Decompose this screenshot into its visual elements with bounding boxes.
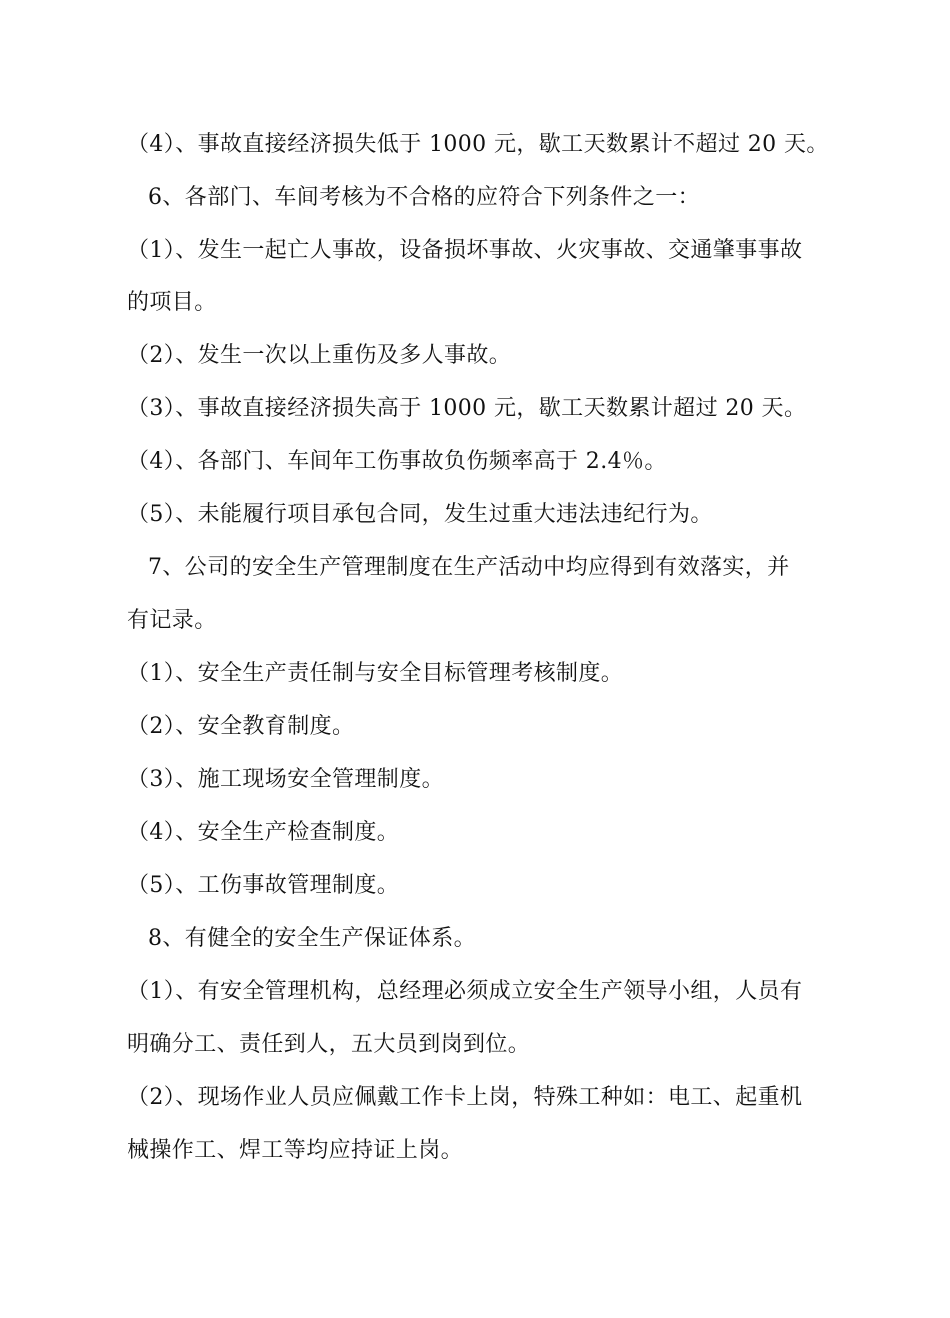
text-line: （1）、有安全管理机构，总经理必须成立安全生产领导小组，人员有: [127, 979, 803, 1004]
text-line: （3）、事故直接经济损失高于 1000 元，歇工天数累计超过 20 天。: [127, 396, 807, 421]
text-line: 有记录。: [127, 608, 217, 633]
section-heading: 6、各部门、车间考核为不合格的应符合下列条件之一：: [148, 185, 700, 210]
text-line: （2）、安全教育制度。: [127, 714, 355, 739]
section-heading: 8、有健全的安全生产保证体系。: [148, 926, 476, 951]
text-line: （4）、事故直接经济损失低于 1000 元，歇工天数累计不超过 20 天。: [127, 132, 829, 157]
text-line: （1）、发生一起亡人事故，设备损坏事故、火灾事故、交通肇事事故: [127, 238, 803, 263]
text-line: （5）、未能履行项目承包合同，发生过重大违法违纪行为。: [127, 502, 713, 527]
text-line: 的项目。: [127, 290, 217, 315]
text-line: （2）、现场作业人员应佩戴工作卡上岗，特殊工种如：电工、起重机: [127, 1085, 803, 1110]
text-line: （2）、发生一次以上重伤及多人事故。: [127, 343, 512, 368]
text-line: （4）、各部门、车间年工伤事故负伤频率高于 2.4％。: [127, 449, 667, 474]
text-line: （3）、施工现场安全管理制度。: [127, 767, 444, 792]
text-line: 械操作工、焊工等均应持证上岗。: [127, 1138, 464, 1163]
text-line: （4）、安全生产检查制度。: [127, 820, 400, 845]
text-line: 明确分工、责任到人，五大员到岗到位。: [127, 1032, 531, 1057]
text-line: （1）、安全生产责任制与安全目标管理考核制度。: [127, 661, 624, 686]
text-line: （5）、工伤事故管理制度。: [127, 873, 400, 898]
section-heading: 7、公司的安全生产管理制度在生产活动中均应得到有效落实，并: [148, 555, 790, 580]
